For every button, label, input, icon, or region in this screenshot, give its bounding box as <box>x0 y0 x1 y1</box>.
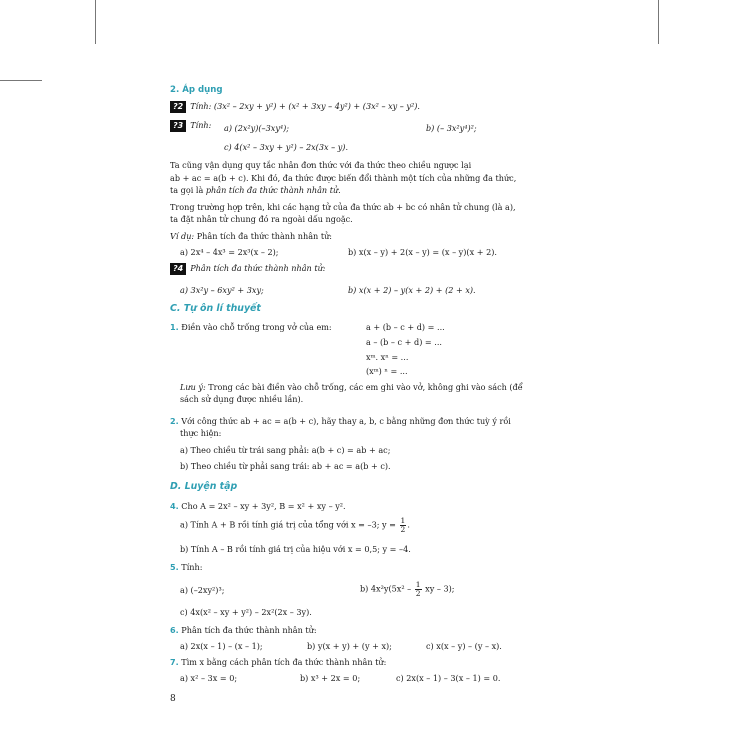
exercise-6: 6. Phân tích đa thức thành nhân tử: <box>170 625 317 635</box>
paragraph-line: Ta cũng vận dụng quy tắc nhân đơn thức với đa thức theo chiều ngược lại <box>170 160 472 170</box>
question-badge: ?3 <box>170 120 186 132</box>
exercise-7-part-a: a) x² – 3x = 0; <box>180 673 238 683</box>
exercise-4: 4. Cho A = 2x² – xy + 3y², B = x² + xy – y². <box>170 501 346 511</box>
section-heading-ap-dung: 2. Áp dụng <box>170 85 223 95</box>
crop-mark <box>658 0 659 44</box>
exercise-5-part-a: a) (–2xy²)³; <box>180 585 225 595</box>
paragraph-line: Trong trường hợp trên, khi các hạng tử của đa thức ab + bc có nhân tử chung (là a), <box>170 202 516 212</box>
note-line: Lưu ý: Trong các bài điền vào chỗ trống, các em ghi vào vở, không ghi vào sách (để <box>180 382 523 392</box>
question-3 <box>170 120 211 132</box>
exercise-2-line: thực hiện: <box>180 428 222 438</box>
question-4-part-a: a) 3x²y – 6xy² + 3xy; <box>180 285 264 295</box>
question-3-part-a: a) (2x²y)(–3xy⁴); <box>224 123 290 133</box>
question-4 <box>170 263 326 275</box>
exercise-4-part-a: a) Tính A + B rồi tính giá trị của tổng với x = –3; y = $\frac{1}{2}$ . <box>180 516 410 534</box>
fill-line: a + (b – c + d) = ... <box>366 322 445 332</box>
page-number: 8 <box>170 694 176 704</box>
question-4-part-b: b) x(x + 2) – y(x + 2) + (2 + x). <box>348 285 476 295</box>
example-intro: Ví dụ: Phân tích đa thức thành nhân tử: <box>170 231 333 241</box>
question-prefix: Tính: <box>190 120 212 130</box>
exercise-4-part-b: b) Tính A – B rồi tính giá trị của hiệu với x = 0,5; y = –4. <box>180 544 411 554</box>
section-heading-luyen-tap: D. Luyện tập <box>170 481 238 492</box>
exercise-2: 2. Với công thức ab + ac = a(b + c), hãy thay a, b, c bằng những đơn thức tuỳ ý rồi <box>170 416 511 426</box>
fill-line: xᵐ. xⁿ = ... <box>366 352 409 362</box>
exercise-6-part-a: a) 2x(x – 1) – (x – 1); <box>180 641 263 651</box>
question-2 <box>170 101 420 113</box>
crop-mark <box>0 80 42 81</box>
exercise-6-part-b: b) y(x + y) + (y + x); <box>307 641 392 651</box>
question-3-part-c: c) 4(x² – 3xy + y²) – 2x(3x – y). <box>224 142 349 152</box>
exercise-7-part-b: b) x³ + 2x = 0; <box>300 673 361 683</box>
fraction: $\frac{1}{2}$ <box>415 580 421 598</box>
fill-line: (xᵐ) ⁿ = ... <box>366 366 408 376</box>
question-text: Phân tích đa thức thành nhân tử: <box>190 263 326 273</box>
question-badge: ?2 <box>170 101 186 113</box>
exercise-2-part-a: a) Theo chiều từ trái sang phải: a(b + c) = ab + ac; <box>180 445 391 455</box>
exercise-5-part-b: b) 4x²y(5x² – $\frac{1}{2}$ xy – 3); <box>360 580 455 598</box>
note-line: sách sử dụng được nhiều lần). <box>180 394 304 404</box>
question-3-part-b: b) (– 3x²y⁴)²; <box>426 123 477 133</box>
exercise-5-part-c: c) 4x(x² – xy + y²) – 2x²(2x – 3y). <box>180 607 312 617</box>
exercise-2-part-b: b) Theo chiều từ phải sang trái: ab + ac = a(b + c). <box>180 461 391 471</box>
exercise-1: 1. Điền vào chỗ trống trong vở của em: <box>170 322 332 332</box>
fill-line: a – (b – c + d) = ... <box>366 337 442 347</box>
question-text: Tính: (3x² – 2xy + y²) + (x² + 3xy – 4y²) + (3x² – xy – y²). <box>190 101 420 111</box>
question-badge: ?4 <box>170 263 186 275</box>
example-part-a: a) 2x⁴ – 4x³ = 2x³(x – 2); <box>180 247 279 257</box>
exercise-6-part-c: c) x(x – y) – (y – x). <box>426 641 502 651</box>
paragraph-line: ta đặt nhân tử chung đó ra ngoài dấu ngoặc. <box>170 214 353 224</box>
paragraph-line: ta gọi là phân tích đa thức thành nhân tử. <box>170 185 341 195</box>
paragraph-line: ab + ac = a(b + c). Khi đó, đa thức được biến đổi thành một tích của những đa thức, <box>170 173 517 183</box>
exercise-7: 7. Tìm x bằng cách phân tích đa thức thành nhân tử: <box>170 657 387 667</box>
exercise-7-part-c: c) 2x(x – 1) – 3(x – 1) = 0. <box>396 673 501 683</box>
crop-mark <box>95 0 96 44</box>
example-part-b: b) x(x – y) + 2(x – y) = (x – y)(x + 2). <box>348 247 497 257</box>
fraction: $\frac{1}{2}$ <box>400 516 406 534</box>
section-heading-tu-on: C. Tự ôn lí thuyết <box>170 303 261 314</box>
exercise-5: 5. Tính: <box>170 562 203 572</box>
